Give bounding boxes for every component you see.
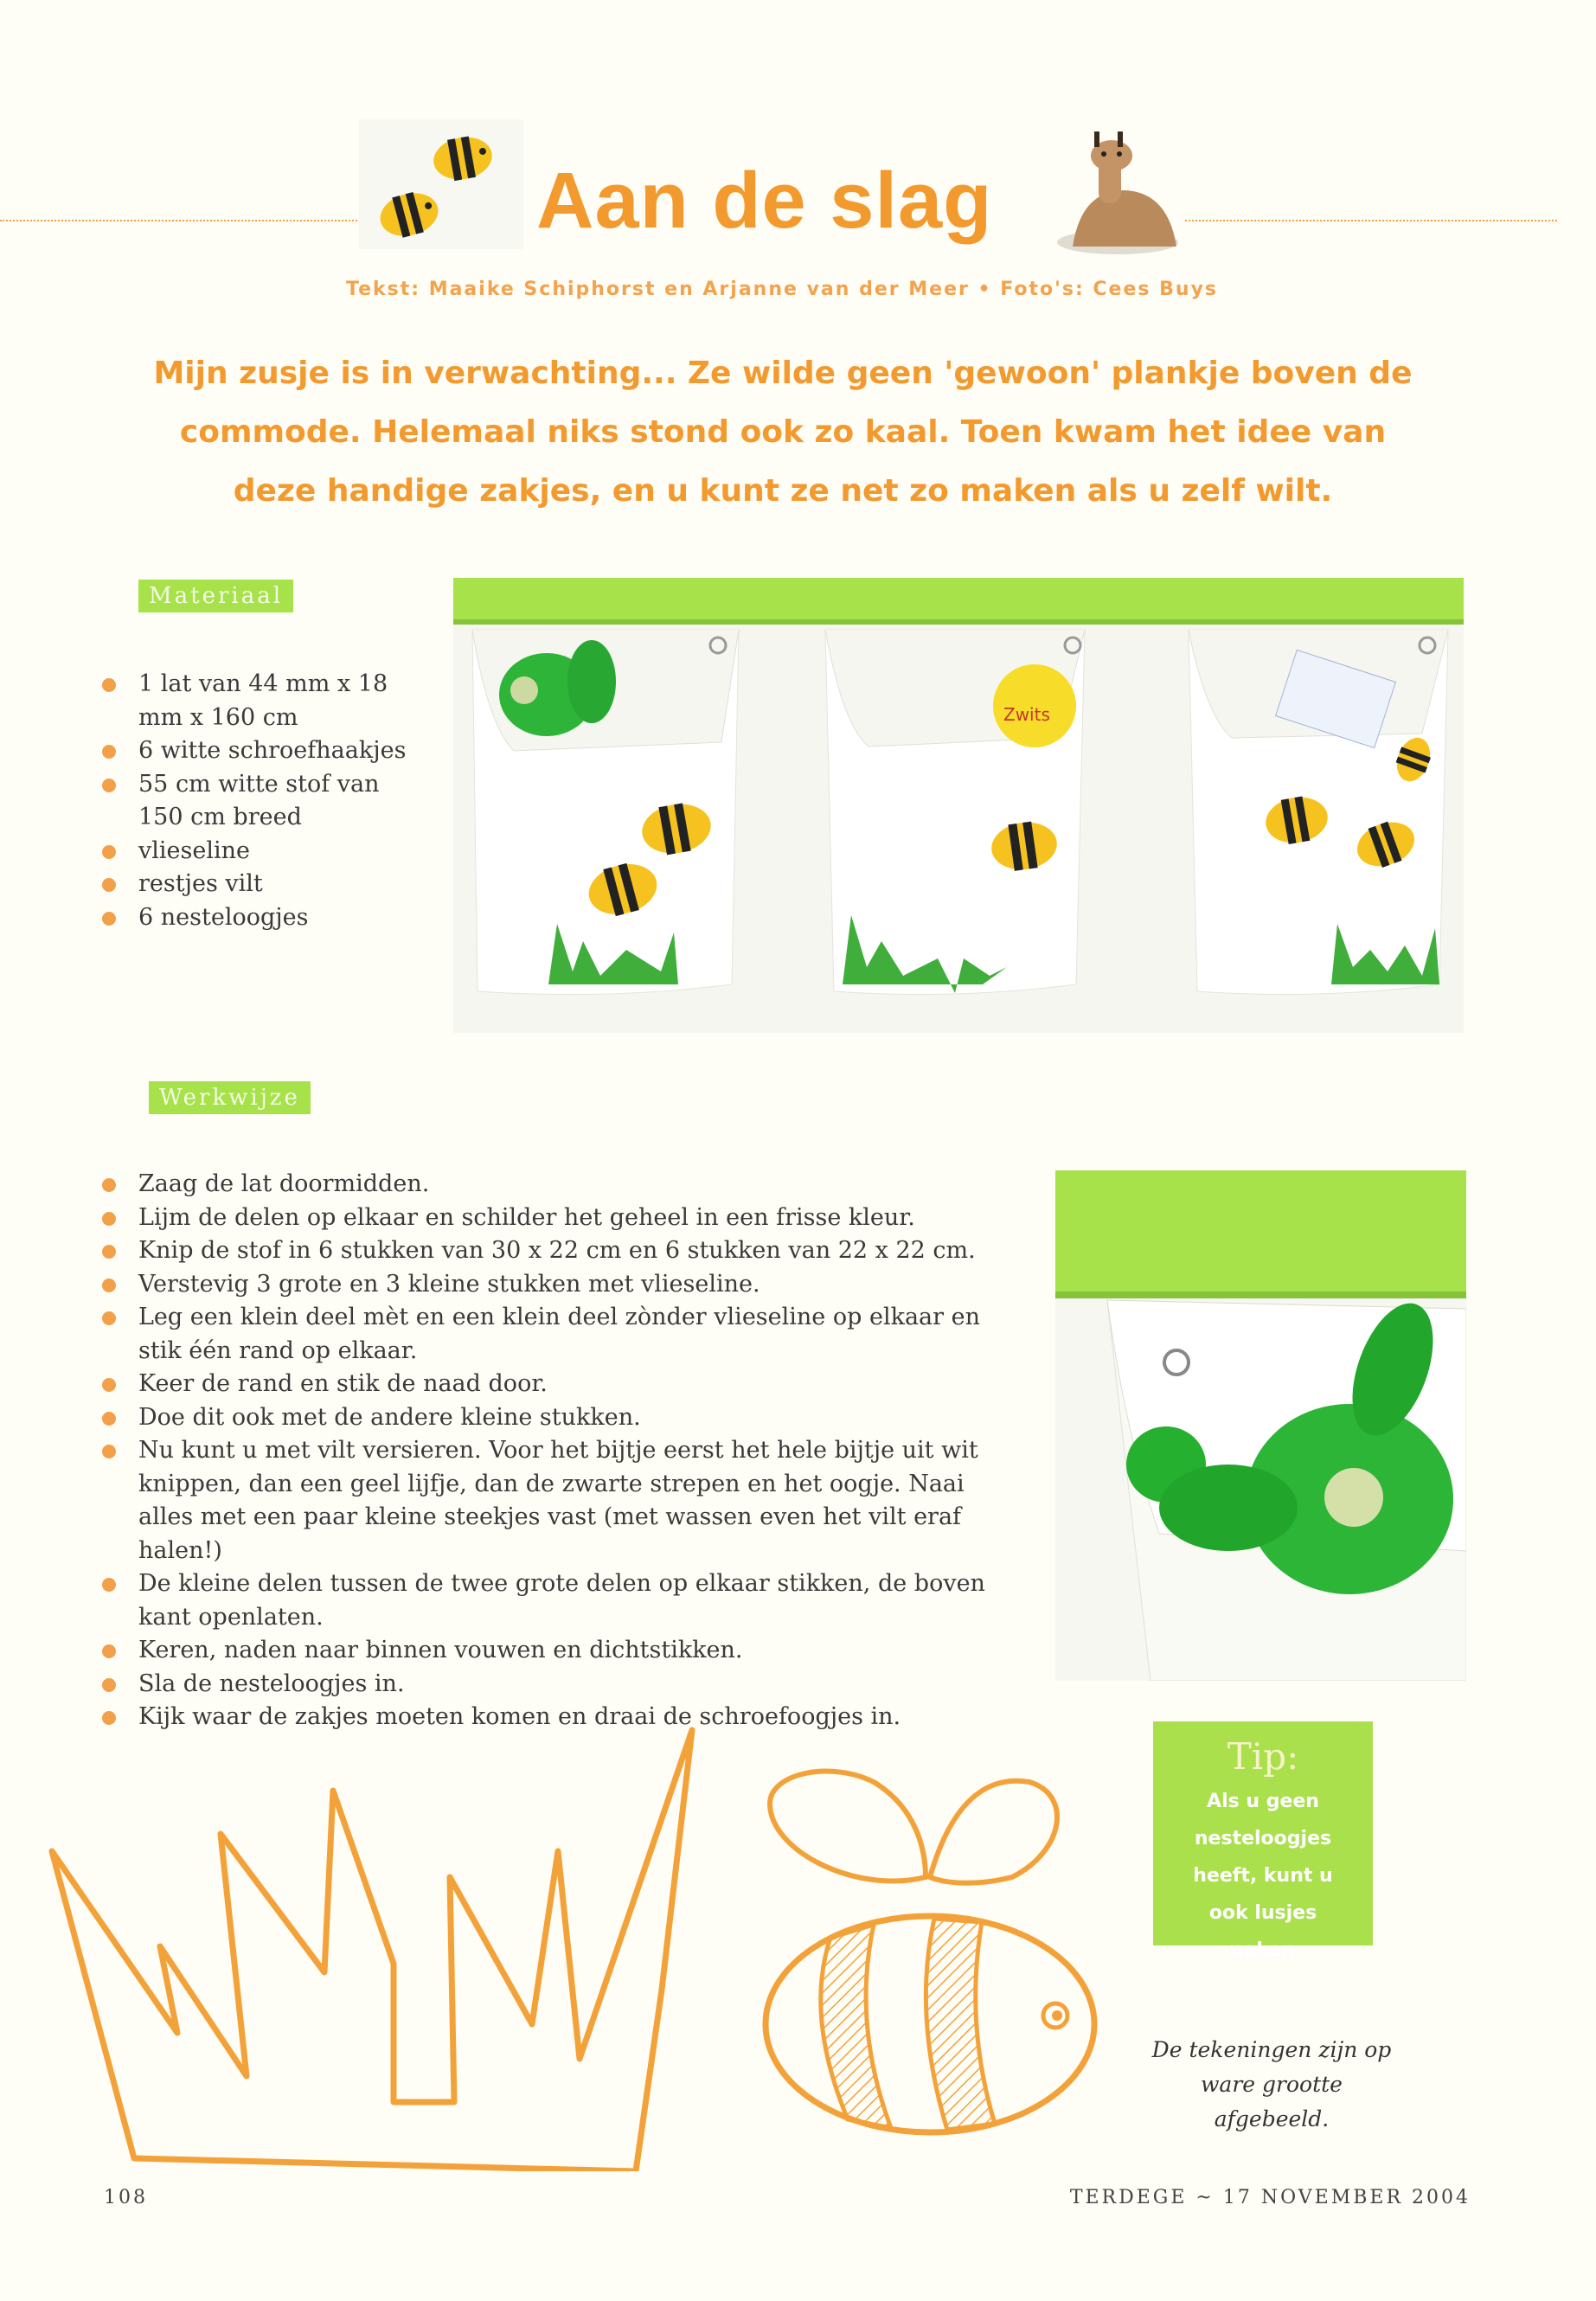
method-step: Nu kunt u met vilt versieren. Voor het bijtje eerst het hele bijtje uit wit knippen, dan een geel lijfje, dan de zwarte strepen en het oogje. Naai alles met een paar kleine steekjes vast (met wassen even het vilt eraf halen!) <box>102 1434 1023 1567</box>
publication-line: TERDEGE ~ 17 NOVEMBER 2004 <box>1069 2187 1471 2208</box>
pocket <box>825 630 1085 995</box>
materials-item: restjes vilt <box>102 868 413 901</box>
method-step: Keren, naden naar binnen vouwen en dichtstikken. <box>102 1634 1023 1668</box>
article-credits: Tekst: Maaike Schiphorst en Arjanne van der Meer • Foto's: Cees Buys <box>345 279 1219 300</box>
method-step: Kijk waar de zakjes moeten komen en draai de schroefoogjes in. <box>102 1701 1023 1734</box>
method-list-container <box>102 1168 1023 1734</box>
materials-item: 6 witte schroefhaakjes <box>102 734 413 768</box>
method-step: Zaag de lat doormidden. <box>102 1168 1023 1202</box>
materials-list <box>102 668 413 934</box>
method-step: Verstevig 3 grote en 3 kleine stukken met vlieseline. <box>102 1268 1023 1302</box>
pocket-detail-photo <box>1055 1170 1466 1681</box>
bee-icon <box>375 187 443 242</box>
materials-list-container <box>102 668 413 934</box>
tip-title: Tip: <box>1227 1735 1299 1778</box>
method-step: Doe dit ook met de andere kleine stukken. <box>102 1401 1023 1435</box>
method-step: Leg een klein deel mèt en een klein deel zònder vlieseline op elkaar en stik één rand op elkaar. <box>102 1301 1023 1368</box>
header-rule-left <box>0 220 363 221</box>
intro-paragraph: Mijn zusje is in verwachting... Ze wilde geen 'gewoon' plankje boven de commode. Helemaal niks stond ook zo kaal. Toen kwam het idee van deze handige zakjes, en u kunt ze net zo maken als u zelf wilt. <box>153 356 1413 509</box>
method-list <box>102 1168 1023 1734</box>
materials-item: vlieseline <box>102 835 413 868</box>
giraffe-toy-image <box>1047 130 1189 260</box>
tube-label: Zwits <box>1003 704 1050 725</box>
drawing-caption: De tekeningen zijn op ware grootte afgebeeld. <box>1151 2037 1392 2131</box>
header-bee-illustration <box>359 119 523 249</box>
pocket <box>1189 630 1448 995</box>
header-rule-right <box>1185 220 1557 221</box>
method-step: Sla de nesteloogjes in. <box>102 1668 1023 1702</box>
pocket <box>472 630 739 995</box>
grass-pattern-drawing <box>48 1721 705 2171</box>
page-title: Aan de slag <box>536 157 993 245</box>
materials-heading: Materiaal <box>138 580 293 612</box>
materials-item: 55 cm witte stof van 150 cm breed <box>102 768 413 835</box>
method-step: Keer de rand en stik de naad door. <box>102 1368 1023 1401</box>
page-number: 108 <box>104 2187 148 2208</box>
materials-item: 1 lat van 44 mm x 18 mm x 160 cm <box>102 668 413 734</box>
method-step: Lijm de delen op elkaar en schilder het geheel in een frisse kleur. <box>102 1202 1023 1235</box>
bee-pattern-drawing <box>753 1756 1099 2163</box>
method-step: De kleine delen tussen de twee grote delen op elkaar stikken, de boven kant openlaten. <box>102 1567 1023 1634</box>
bee-icon <box>430 132 495 183</box>
tip-text: Als u geen nesteloogjes heeft, kunt u ook lusjes maken. <box>1193 1791 1333 1961</box>
pockets-photo <box>453 578 1464 1033</box>
method-heading: Werkwijze <box>149 1081 311 1114</box>
materials-item: 6 nesteloogjes <box>102 901 413 935</box>
method-step: Knip de stof in 6 stukken van 30 x 22 cm en 6 stukken van 22 x 22 cm. <box>102 1234 1023 1268</box>
tip-box <box>1153 1721 1373 1961</box>
